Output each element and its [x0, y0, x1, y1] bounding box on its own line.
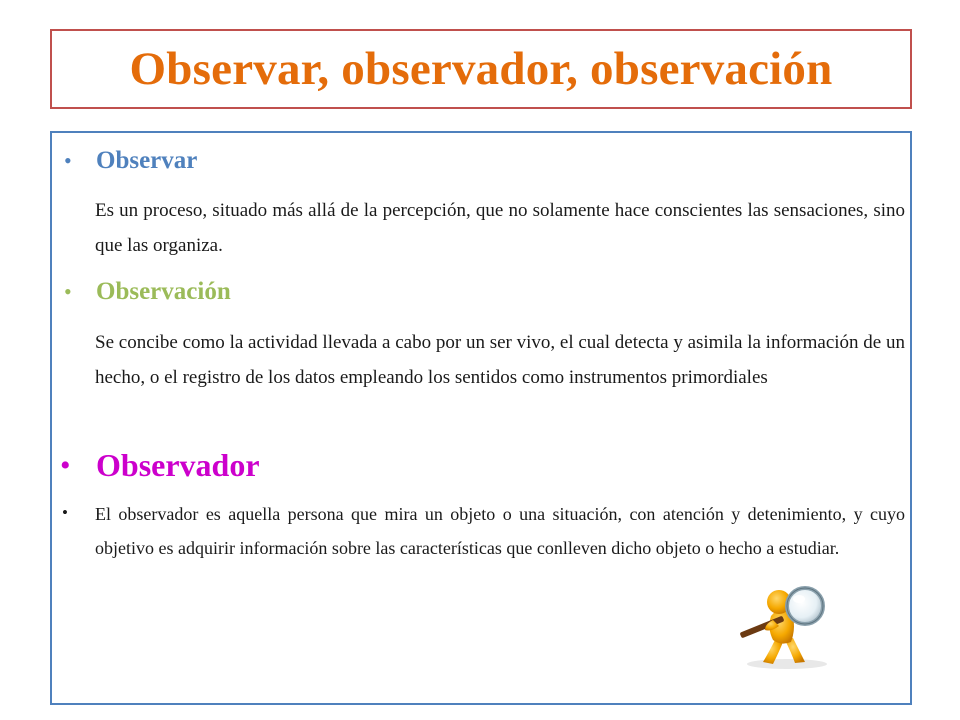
- slide-title: Observar, observador, observación: [129, 43, 833, 95]
- bullet-observar: •: [64, 148, 72, 173]
- text-observador: El observador es aquella persona que mira un objeto o una situación, con atención y detenimiento, y cuyo objetivo es adquirir información sobre las características que conlleven dicho objeto o hecho a estudiar.: [95, 504, 905, 558]
- bullet-observacion: •: [64, 279, 72, 304]
- heading-observacion: Observación: [96, 278, 231, 305]
- bullet-observador: •: [60, 449, 71, 482]
- person-with-magnifying-glass-icon: [735, 580, 839, 670]
- heading-observador: Observador: [96, 447, 260, 483]
- title-box: [50, 29, 912, 109]
- bullet-observador-text: •: [62, 503, 68, 522]
- text-observacion: Se concibe como la actividad llevada a cabo por un ser vivo, el cual detecta y asimila la información de un hecho, o el registro de los datos empleando los sentidos como instrumentos primordiales: [95, 332, 905, 388]
- text-observar: Es un proceso, situado más allá de la percepción, que no solamente hace conscientes las sensaciones, sino que las organiza.: [95, 200, 905, 256]
- heading-observar: Observar: [96, 147, 198, 174]
